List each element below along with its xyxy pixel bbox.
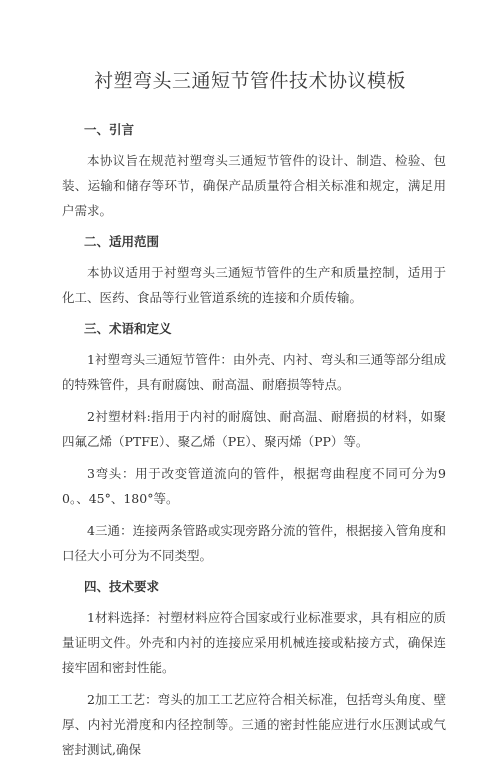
paragraph: 2衬塑材料:指用于内衬的耐腐蚀、耐高温、耐磨损的材料，如聚四氟乙烯（PTFE）、聚乙烯（PE）、聚丙烯（PP）等。 xyxy=(62,409,446,449)
paragraph: 4三通：连接两条管路或实现旁路分流的管件，根据接入管角度和口径大小可分为不同类型。 xyxy=(62,523,446,563)
paragraph: 1材料选择：衬塑材料应符合国家或行业标准要求，具有相应的质量证明文件。外壳和内衬的连接应采用机械连接或粘接方式，确保连接牢固和密封性能。 xyxy=(62,610,446,675)
section-heading-scope: 二、适用范围 xyxy=(84,234,160,249)
paragraph: 2加工工艺：弯头的加工工艺应符合相关标准，包括弯头角度、壁厚、内衬光滑度和内径控制等。三通的密封性能应进行水压测试或气密封测试,确保 xyxy=(62,692,446,757)
paragraph: 本协议适用于衬塑弯头三通短节管件的生产和质量控制，适用于化工、医药、食品等行业管道系统的连接和介质传输。 xyxy=(62,265,446,305)
document-title: 衬塑弯头三通短节管件技术协议模板 xyxy=(93,70,406,92)
section-heading-terms: 三、术语和定义 xyxy=(84,321,172,336)
paragraph: 1衬塑弯头三通短节管件：由外壳、内衬、弯头和三通等部分组成的特殊管件，具有耐腐蚀、耐高温、耐磨损等特点。 xyxy=(62,352,446,392)
document-body xyxy=(62,118,446,769)
section-heading-tech-requirements: 四、技术要求 xyxy=(84,579,160,594)
section-heading-intro: 一、引言 xyxy=(84,122,135,137)
paragraph: 本协议旨在规范衬塑弯头三通短节管件的设计、制造、检验、包装、运输和储存等环节，确保产品质量符合相关标准和规定，满足用户需求。 xyxy=(62,153,446,218)
paragraph: 3弯头：用于改变管道流向的管件，根据弯曲程度不同可分为90。、45°、180°等。 xyxy=(62,466,446,506)
